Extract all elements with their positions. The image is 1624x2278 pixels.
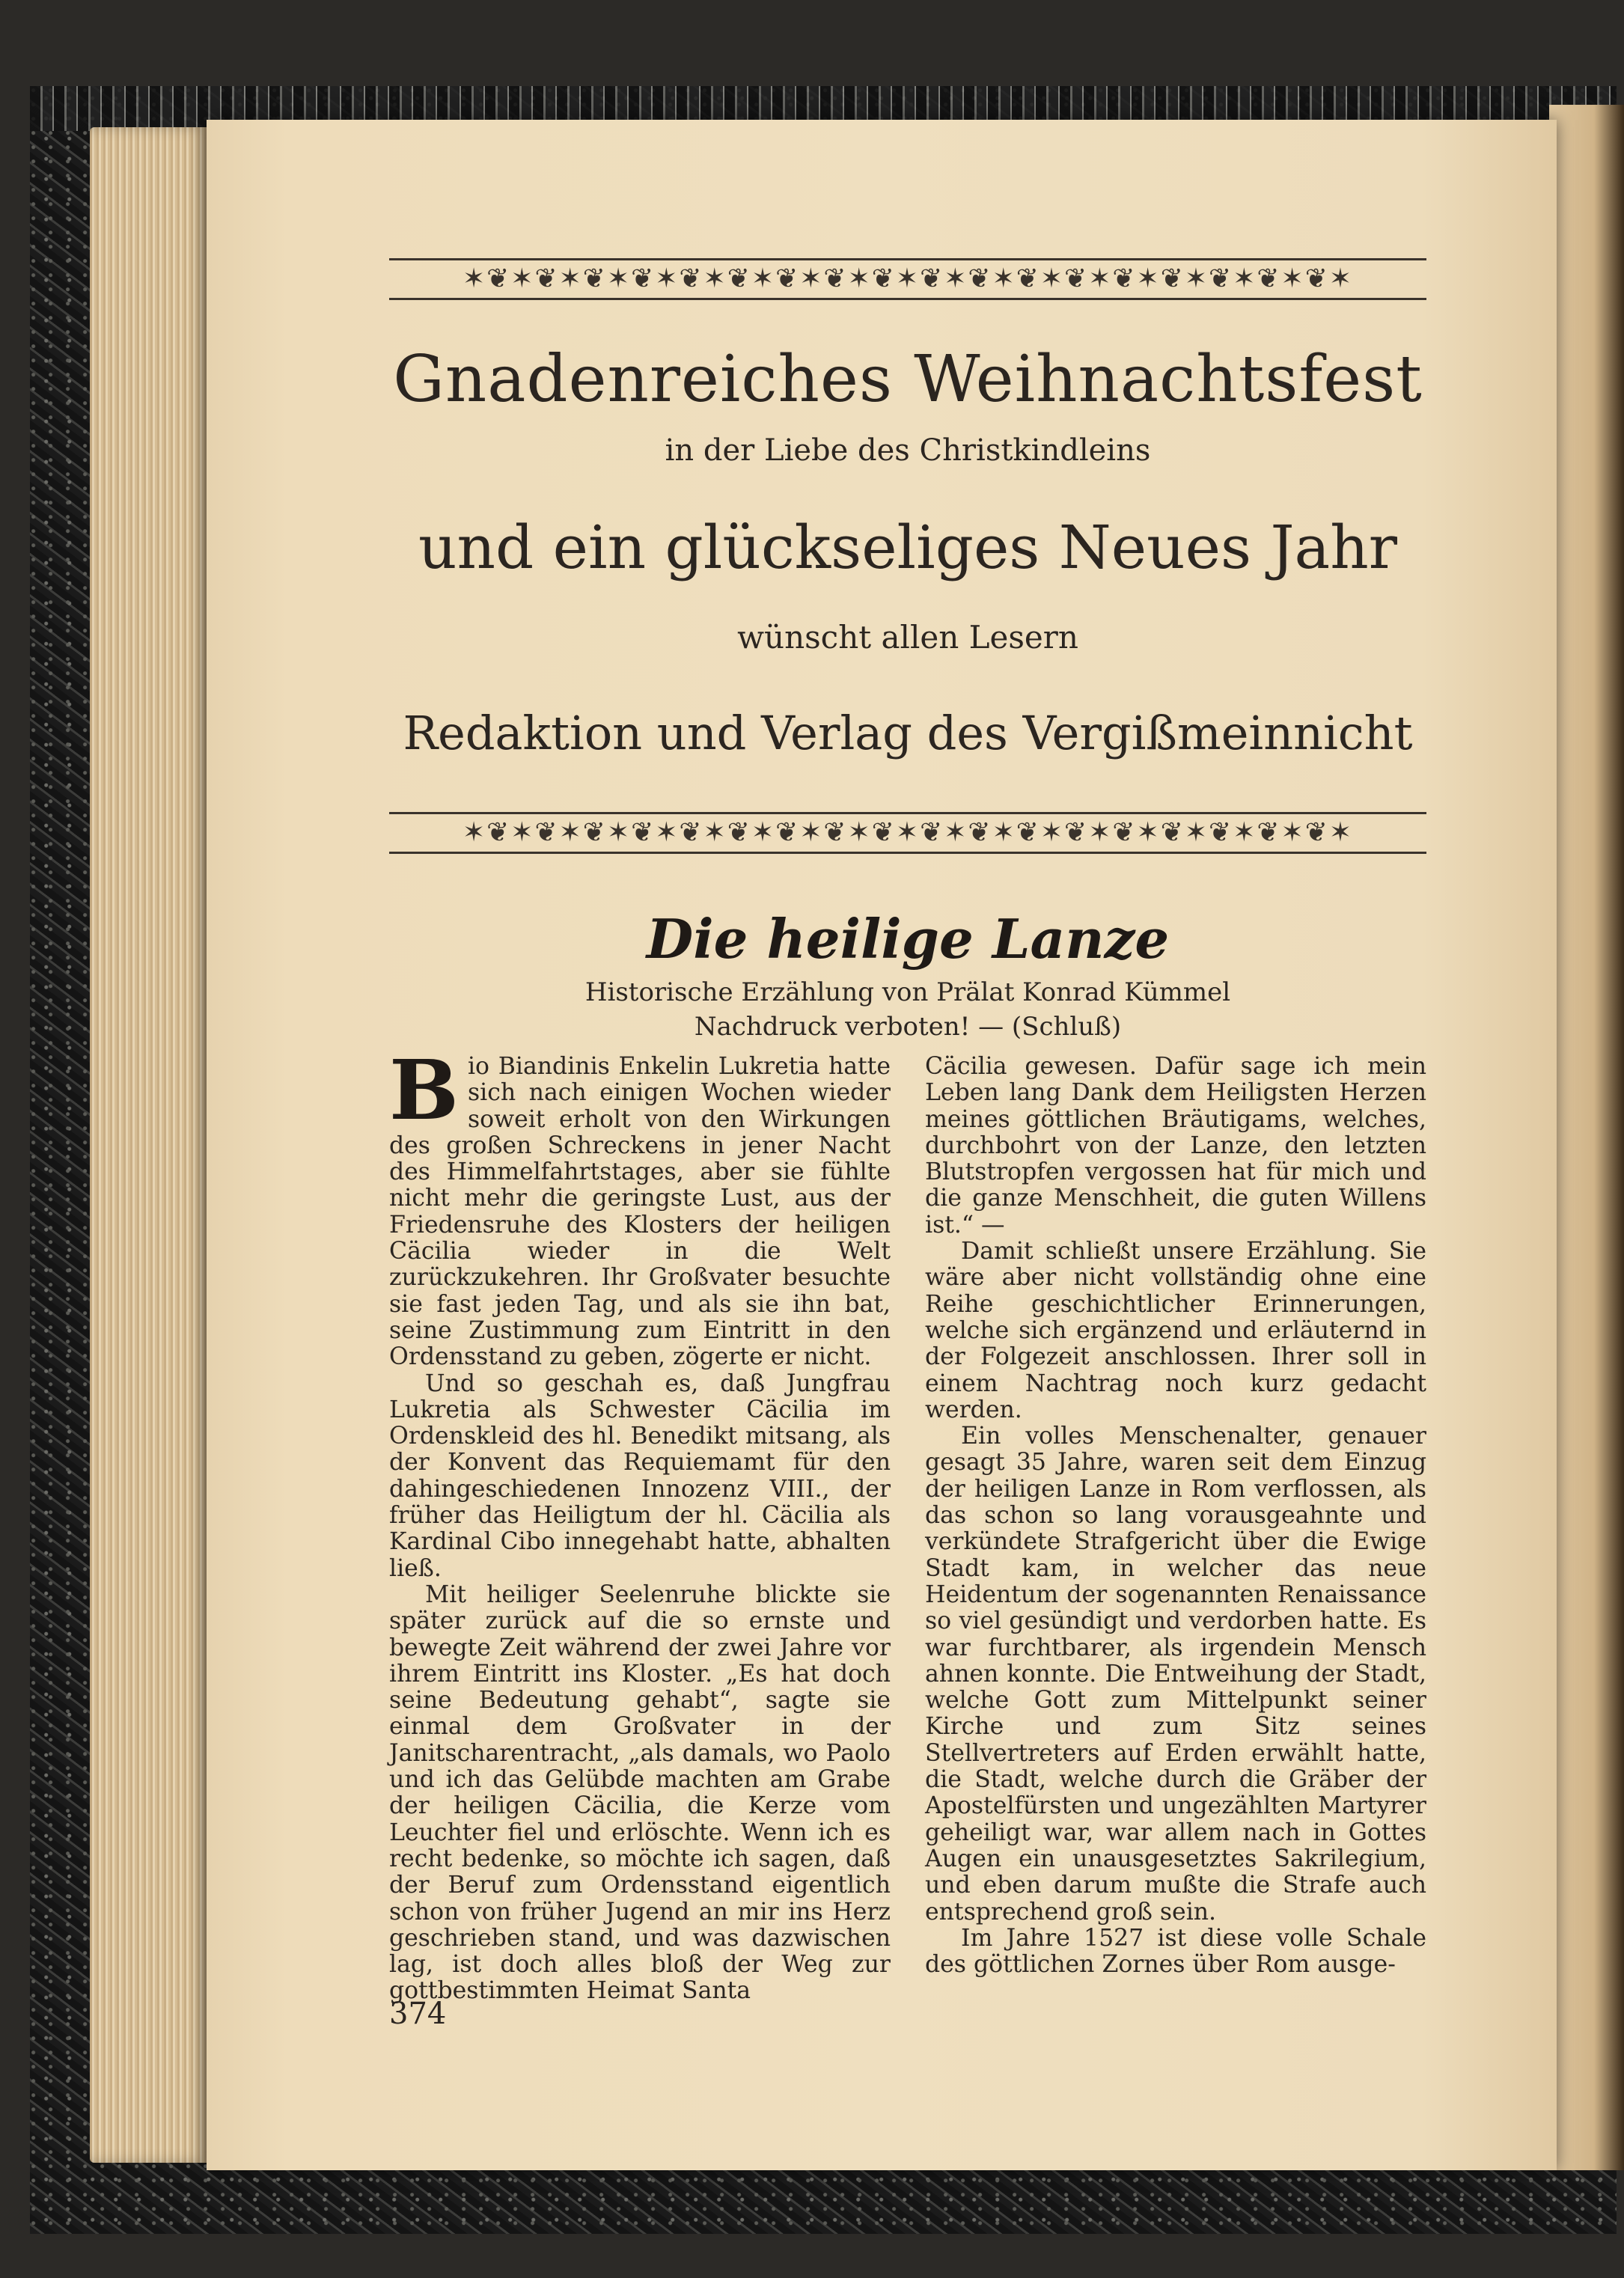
paragraph: Und so geschah es, daß Jungfrau Lukretia als Schwester Cäcilia im Ordenskleid des hl. Benedikt mitsang, als der Konvent das Requiemamt für den dahingeschiedenen Innozenz VIII., der früher das Heiligtum der hl. Cäcilia als Kardinal Cibo innegehabt hatte, abhalten ließ. (389, 1369, 891, 1582)
page-number: 374 (389, 1997, 447, 2031)
paragraph: Im Jahre 1527 ist diese volle Schale des göttlichen Zornes über Rom ausge- (925, 1924, 1426, 1979)
paragraph: Mit heiliger Seelenruhe blickte sie später zurück auf die so ernste und bewegte Zeit während der zwei Jahre vor ihrem Eintritt ins Kloster. „Es hat doch seine Bedeutung gehabt“, sagte sie einmal dem Großvater in der Janitscharentracht, „als damals, wo Paolo und ich das Gelübde machten am Grabe der heiligen Cäcilia, die Kerze vom Leuchter fiel und erlöschte. Wenn ich es recht bedenke, so möchte ich sagen, daß der Beruf zum Ordensstand eigentlich schon von früher Jugend an mir ins Herz geschrieben stand, und was dazwischen lag, ist doch alles bloß der Weg zur gottbestimmten Heimat Santa (389, 1581, 891, 2005)
greeting-line-5: Redaktion und Verlag des Vergißmeinnicht (403, 706, 1413, 760)
drop-cap: B (389, 1042, 459, 1138)
article-title: Die heilige Lanze (646, 907, 1170, 971)
paragraph: Cäcilia gewesen. Dafür sage ich mein Leben lang Dank dem Heiligsten Herzen meines göttlichen Bräutigams, welches, durchbohrt von der Lanze, den letzten Blutstropfen vergossen hat für mich und die ganze Menschheit, die guten Willens ist.“ — (925, 1053, 1426, 1239)
paragraph: Ein volles Menschenalter, genauer gesagt 35 Jahre, waren seit dem Einzug der heiligen Lanze in Rom verflossen, als das schon so lang vorausgeahnte und verkündete Strafgericht über die Ewige Stadt kam, in welcher das neue Heidentum der sogenannten Renaissance so viel gesündigt und verdorben hatte. Es war furchtbarer, als irgendein Mensch ahnen konnte. Die Entweihung der Stadt, welche Gott zum Mittelpunkt seiner Kirche und zum Sitz seines Stellvertreters auf Erden erwählt hatte, die Stadt, welche durch die Gräber der Apostelfürsten und ungezählten Martyrer geheiligt war, war allem nach in Gottes Augen ein unausgesetztes Sakrilegium, und eben darum mußte die Strafe auch entsprechend groß sein. (925, 1423, 1426, 1926)
top-ornament-border: ✶❦✶❦✶❦✶❦✶❦✶❦✶❦✶❦✶❦✶❦✶❦✶❦✶❦✶❦✶❦✶❦✶❦✶❦✶ (389, 258, 1426, 300)
text-column-left (389, 1042, 891, 2005)
greeting-line-3: und ein glückseliges Neues Jahr (418, 513, 1397, 582)
article-note: Nachdruck verboten! — (Schluß) (694, 1012, 1122, 1042)
paragraph: Damit schließt unsere Erzählung. Sie wäre aber nicht vollständig ohne eine Reihe geschichtlicher Erinnerungen, welche sich ergänzend und erläuternd in der Folgezeit anschlossen. Ihrer soll in einem Nachtrag noch kurz gedacht werden. (925, 1238, 1426, 1423)
greeting-line-2: in der Liebe des Christkindleins (665, 433, 1151, 468)
paragraph-text: io Biandinis Enkelin Lukretia hatte sich nach einigen Wochen wieder soweit erholt von den Wirkungen des großen Schreckens in jener Nacht des Himmelfahrtstages, aber sie fühlte nicht mehr die geringste Lust, aus der Friedensruhe des Klosters der heiligen Cäcilia wieder in die Welt zurückzukehren. Ihr Großvater besuchte sie fast jeden Tag, und als sie ihn bat, seine Zustimmung zum Eintritt in den Ordensstand zu geben, zögerte er nicht. (389, 1053, 891, 1371)
page-stack-edges (90, 127, 210, 2163)
greeting-line-1: Gnadenreiches Weihnachtsfest (393, 342, 1423, 417)
article-subtitle: Historische Erzählung von Prälat Konrad Kümmel (584, 977, 1231, 1007)
facing-page-edge (1549, 105, 1624, 2170)
bottom-ornament-border: ✶❦✶❦✶❦✶❦✶❦✶❦✶❦✶❦✶❦✶❦✶❦✶❦✶❦✶❦✶❦✶❦✶❦✶❦✶ (389, 812, 1426, 854)
greeting-line-4: wünscht allen Lesern (737, 619, 1078, 656)
paragraph (389, 1042, 891, 1371)
text-column-right (925, 1054, 1426, 1978)
